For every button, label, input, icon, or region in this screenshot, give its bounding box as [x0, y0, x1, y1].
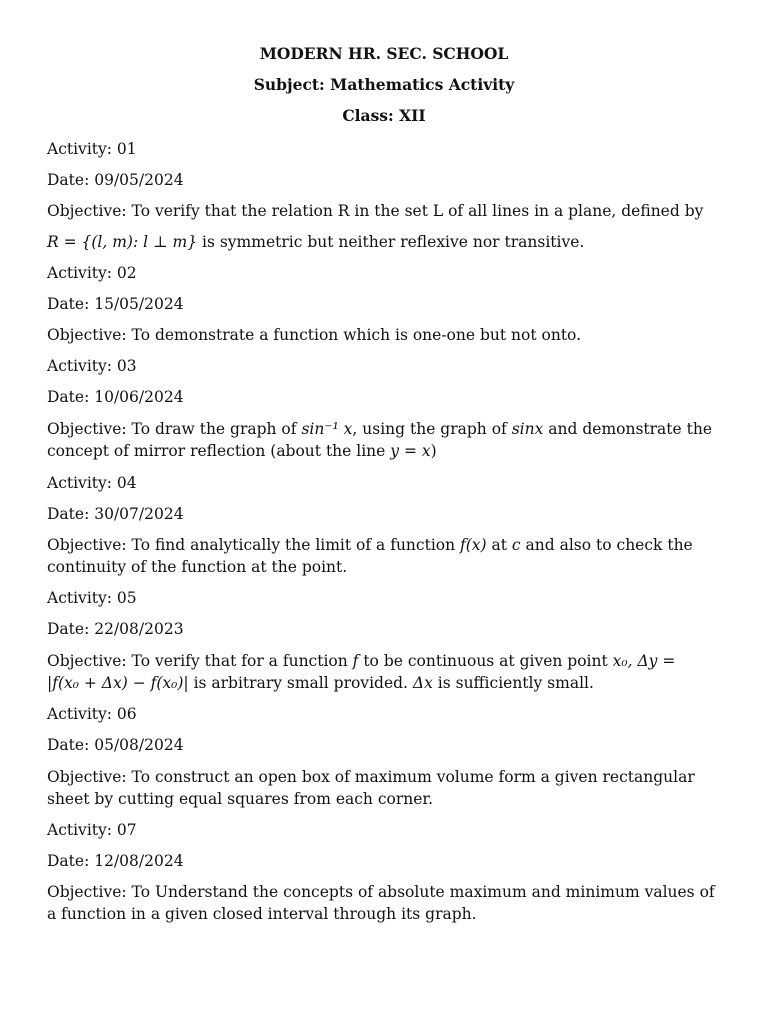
activity-number: Activity: 06	[47, 705, 137, 723]
objective-text: is arbitrary small provided.	[188, 674, 413, 692]
math-expression: sin⁻¹ x	[301, 420, 353, 438]
math-expression: |f(x₀ + Δx) − f(x₀)|	[47, 674, 189, 692]
math-expression: f	[352, 652, 359, 670]
activity-number: Activity: 05	[47, 589, 137, 607]
activity-date: Date: 09/05/2024	[47, 171, 184, 189]
activity-objective: Objective: To verify that the relation R in the set L of all lines in a plane, defined by	[47, 202, 704, 220]
objective-text: Objective: To verify that for a function	[47, 652, 353, 670]
objective-text: is symmetric but neither reflexive nor transitive.	[197, 233, 585, 251]
activity-objective-continued	[47, 440, 727, 462]
school-name: MODERN HR. SEC. SCHOOL	[259, 44, 509, 63]
activity-number: Activity: 03	[47, 357, 137, 375]
activity-date: Date: 15/05/2024	[47, 295, 184, 313]
activity-date: Date: 12/08/2024	[47, 852, 184, 870]
activity-date: Date: 10/06/2024	[47, 388, 184, 406]
activity-objective-continued: continuity of the function at the point.	[47, 558, 348, 576]
activity-date: Date: 30/07/2024	[47, 505, 184, 523]
objective-text: )	[430, 442, 437, 460]
objective-text: concept of mirror reflection (about the line	[47, 442, 391, 460]
objective-text: to be continuous at given point	[358, 652, 613, 670]
math-expression: y = x	[390, 442, 431, 460]
activity-date: Date: 05/08/2024	[47, 736, 184, 754]
activity-objective: Objective: To Understand the concepts of absolute maximum and minimum values of a function in a given closed interval through its graph.	[47, 883, 715, 923]
activity-date: Date: 22/08/2023	[47, 620, 184, 638]
math-expression: Δx	[412, 674, 433, 692]
activity-objective: Objective: To construct an open box of maximum volume form a given rectangular sheet by cutting equal squares from each corner.	[47, 768, 695, 808]
activity-objective	[47, 418, 727, 440]
objective-text: Objective: To draw the graph of	[47, 420, 302, 438]
math-expression: f(x)	[460, 536, 487, 554]
objective-text: is sufficiently small.	[432, 674, 594, 692]
math-expression: x₀, Δy =	[612, 652, 676, 670]
activity-objective	[47, 534, 727, 556]
class-title: Class: XII	[342, 106, 426, 125]
objective-text: , using the graph of	[352, 420, 512, 438]
math-expression: c	[511, 536, 521, 554]
subject-title: Subject: Mathematics Activity	[253, 75, 515, 94]
objective-text: at	[486, 536, 512, 554]
activity-objective	[47, 650, 727, 672]
activity-objective: Objective: To demonstrate a function which is one-one but not onto.	[47, 326, 582, 344]
activity-number: Activity: 02	[47, 264, 137, 282]
activity-objective-continued	[47, 672, 727, 694]
math-expression: R = {(l, m): l ⊥ m}	[47, 233, 198, 251]
activity-number: Activity: 07	[47, 821, 137, 839]
activity-number: Activity: 01	[47, 140, 137, 158]
objective-text: Objective: To find analytically the limit of a function	[47, 536, 461, 554]
activity-objective-continued	[47, 231, 727, 253]
activity-number: Activity: 04	[47, 474, 137, 492]
objective-text: and also to check the	[520, 536, 693, 554]
objective-text: and demonstrate the	[543, 420, 712, 438]
math-expression: sinx	[511, 420, 544, 438]
